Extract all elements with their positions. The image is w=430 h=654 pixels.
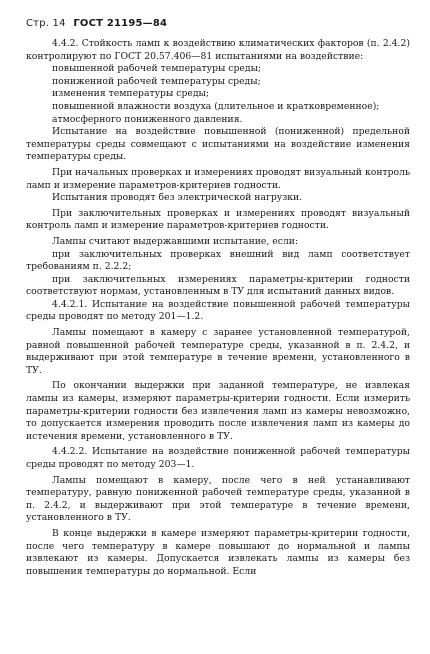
- paragraph: В конце выдержки в камере измеряют параметры-критерии годности, после чего температуру в камере повышают до нормальной и лампы извлекают из камеры. Допускается извлекать лампы из камеры без повышения температуры до нормальной. Если: [26, 527, 410, 577]
- paragraph: При начальных проверках и измерениях проводят визуальный контроль ламп и измерение параметров-критериев годности.: [26, 166, 410, 191]
- section-heading: 4.4.2.2. Испытание на воздействие пониженной рабочей температуры среды проводят по методу 203—1.: [26, 446, 410, 470]
- section-heading: 4.4.2.1. Испытание на воздействие повышенной рабочей температуры среды проводят по методу 201—1.2.: [26, 298, 410, 323]
- list-item: повышенной влажности воздуха (длительное и кратковременное);: [52, 100, 380, 112]
- standard-number: ГОСТ 21195—84: [73, 18, 168, 29]
- paragraph: Лампы помещают в камеру, после чего в ней устанавливают температуру, равную пониженной рабочей температуре среды, указанной в п. 2.4.2, и выдерживают при этой температуре в течение времени, установленного в ТУ.: [26, 474, 410, 524]
- page-header: [26, 18, 410, 29]
- paragraph: при заключительных измерениях параметры-критерии годности соответствуют нормам, установленным в ТУ для испытаний данных видов.: [26, 273, 410, 298]
- paragraph: Испытания проводят без электрической нагрузки.: [52, 192, 303, 204]
- paragraph: Испытание на воздействие повышенной (пониженной) предельной температуры среды совмещают с испытаниями на воздействие изменения температуры среды.: [26, 126, 410, 163]
- paragraph: Лампы помещают в камеру с заранее установленной температурой, равной повышенной рабочей температуре среды, указанной в п. 2.4.2, и выдерживают при этой температуре в течение времени, установленного в ТУ.: [26, 327, 410, 376]
- paragraph: При заключительных проверках и измерениях проводят визуальный контроль ламп и измерение параметров-критериев годности.: [26, 207, 410, 232]
- page-number: Стр. 14: [26, 18, 66, 29]
- list-item: повышенной рабочей температуры среды;: [52, 63, 262, 75]
- paragraph: По окончании выдержки при заданной температуре, не извлекая лампы из камеры, измеряют параметры-критерии годности. Если измерить параметры-критерии годности без извлечения ламп из камеры невозможно, то допускается измерения проводить после извлечения ламп из камеры до истечения времени, установленного в ТУ.: [26, 380, 410, 442]
- paragraph: Лампы считают выдержавшими испытание, если:: [52, 235, 299, 247]
- document-body: [26, 38, 410, 578]
- paragraph: 4.4.2. Стойкость ламп к воздействию климатических факторов (п. 2.4.2) контролируют по ГОСТ 20.57.406—81 испытаниями на воздействие:: [26, 38, 410, 62]
- list-item: изменения температуры среды;: [52, 88, 210, 100]
- list-item: пониженной рабочей температуры среды;: [52, 75, 261, 87]
- paragraph: при заключительных проверках внешний вид ламп соответствует требованиям п. 2.2.2;: [26, 248, 410, 273]
- list-item: атмосферного пониженного давления.: [52, 113, 243, 125]
